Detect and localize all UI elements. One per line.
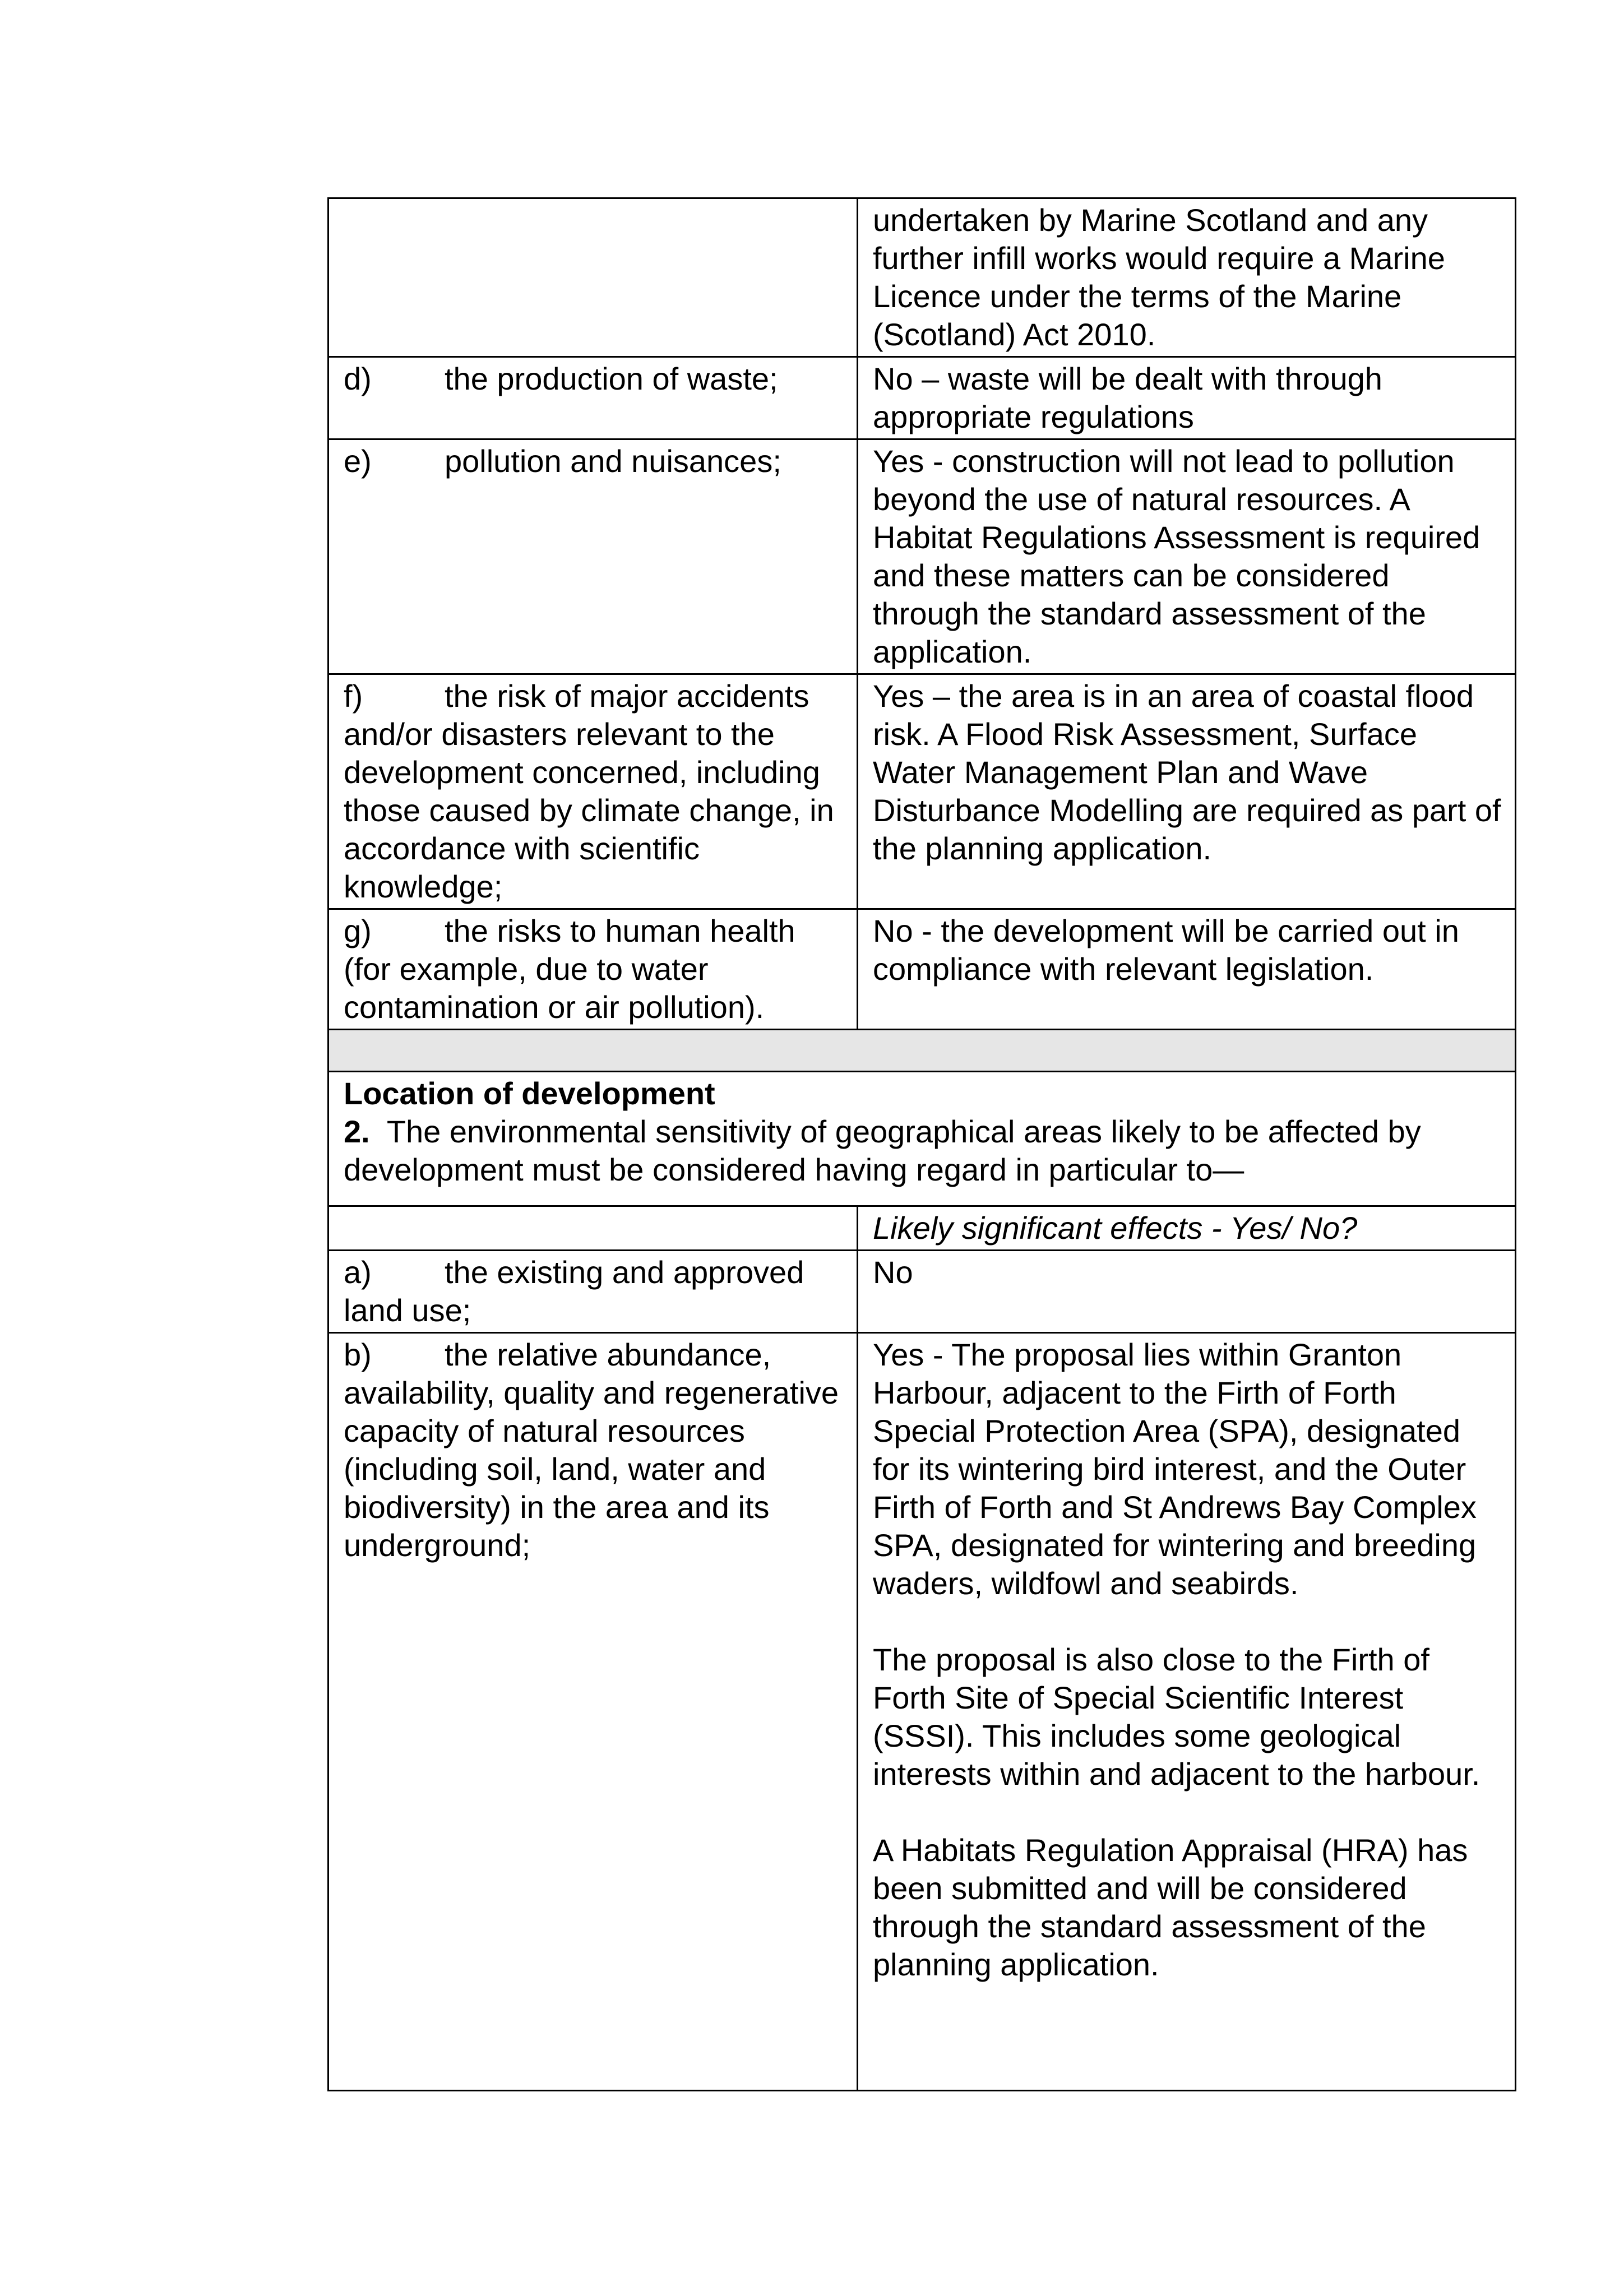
section-intro: 2. The environmental sensitivity of geographical areas likely to be affected by development must be considered having regard in particular to— bbox=[344, 1114, 1421, 1187]
table-row bbox=[328, 674, 1516, 909]
criterion-text: the existing and approved land use; bbox=[344, 1255, 804, 1328]
section-header-cell bbox=[328, 1072, 1516, 1206]
item-label: a) bbox=[344, 1255, 372, 1290]
criterion-cell bbox=[328, 674, 858, 909]
screening-criteria-table bbox=[327, 197, 1516, 2091]
table-row bbox=[328, 357, 1516, 439]
criterion-text: the risk of major accidents and/or disasters relevant to the development concerned, including those caused by climate change, in accordance with scientific knowledge; bbox=[344, 678, 834, 904]
response-cell: No - the development will be carried out in compliance with relevant legislation. bbox=[858, 909, 1516, 1030]
response-cell: No – waste will be dealt with through appropriate regulations bbox=[858, 357, 1516, 439]
response-paragraph: Yes - The proposal lies within Granton Harbour, adjacent to the Firth of Forth Special Protection Area (SPA), designated for its wintering bird interest, and the Outer Firth of Forth and St Andrews Bay Complex SPA, designated for wintering and breeding waders, wildfowl and seabirds. bbox=[873, 1337, 1477, 1601]
section-number: 2. bbox=[344, 1114, 370, 1149]
table-row bbox=[328, 909, 1516, 1030]
criterion-cell bbox=[328, 909, 858, 1030]
item-label: g) bbox=[344, 913, 372, 948]
response-cell bbox=[858, 1333, 1516, 2091]
table-row bbox=[328, 198, 1516, 357]
table-row bbox=[328, 1333, 1516, 2091]
response-cell: Yes – the area is in an area of coastal flood risk. A Flood Risk Assessment, Surface Water Management Plan and Wave Disturbance Modelling are required as part of the planning application. bbox=[858, 674, 1516, 909]
criterion-cell bbox=[328, 439, 858, 674]
response-paragraph: The proposal is also close to the Firth of Forth Site of Special Scientific Interest (SSSI). This includes some geological interests within and adjacent to the harbour. bbox=[873, 1642, 1480, 1792]
column-header-row bbox=[328, 1206, 1516, 1251]
column-header: Likely significant effects - Yes/ No? bbox=[858, 1206, 1516, 1251]
item-label: f) bbox=[344, 678, 363, 714]
criterion-cell bbox=[328, 1206, 858, 1251]
separator-row bbox=[328, 1030, 1516, 1072]
criterion-cell bbox=[328, 198, 858, 357]
criterion-text: the relative abundance, availability, quality and regenerative capacity of natural resources (including soil, land, water and biodiversity) in the area and its underground; bbox=[344, 1337, 839, 1563]
criterion-text: the production of waste; bbox=[445, 361, 778, 396]
criterion-cell bbox=[328, 1251, 858, 1333]
section-header-row bbox=[328, 1072, 1516, 1206]
response-cell: No bbox=[858, 1251, 1516, 1333]
item-label: e) bbox=[344, 443, 372, 479]
criterion-text: the risks to human health (for example, due to water contamination or air pollution). bbox=[344, 913, 795, 1025]
table-row bbox=[328, 439, 1516, 674]
criterion-cell bbox=[328, 357, 858, 439]
separator-cell bbox=[328, 1030, 1516, 1072]
table-row bbox=[328, 1251, 1516, 1333]
response-cell: Yes - construction will not lead to pollution beyond the use of natural resources. A Habitat Regulations Assessment is required and these matters can be considered through the standard assessment of the application. bbox=[858, 439, 1516, 674]
criterion-text: pollution and nuisances; bbox=[445, 443, 781, 479]
item-label: d) bbox=[344, 361, 372, 396]
item-label: b) bbox=[344, 1337, 372, 1372]
section-heading: Location of development bbox=[344, 1076, 715, 1111]
response-cell: undertaken by Marine Scotland and any further infill works would require a Marine Licence under the terms of the Marine (Scotland) Act 2010. bbox=[858, 198, 1516, 357]
response-paragraph: A Habitats Regulation Appraisal (HRA) has been submitted and will be considered through the standard assessment of the planning application. bbox=[873, 1832, 1468, 1982]
criterion-cell bbox=[328, 1333, 858, 2091]
